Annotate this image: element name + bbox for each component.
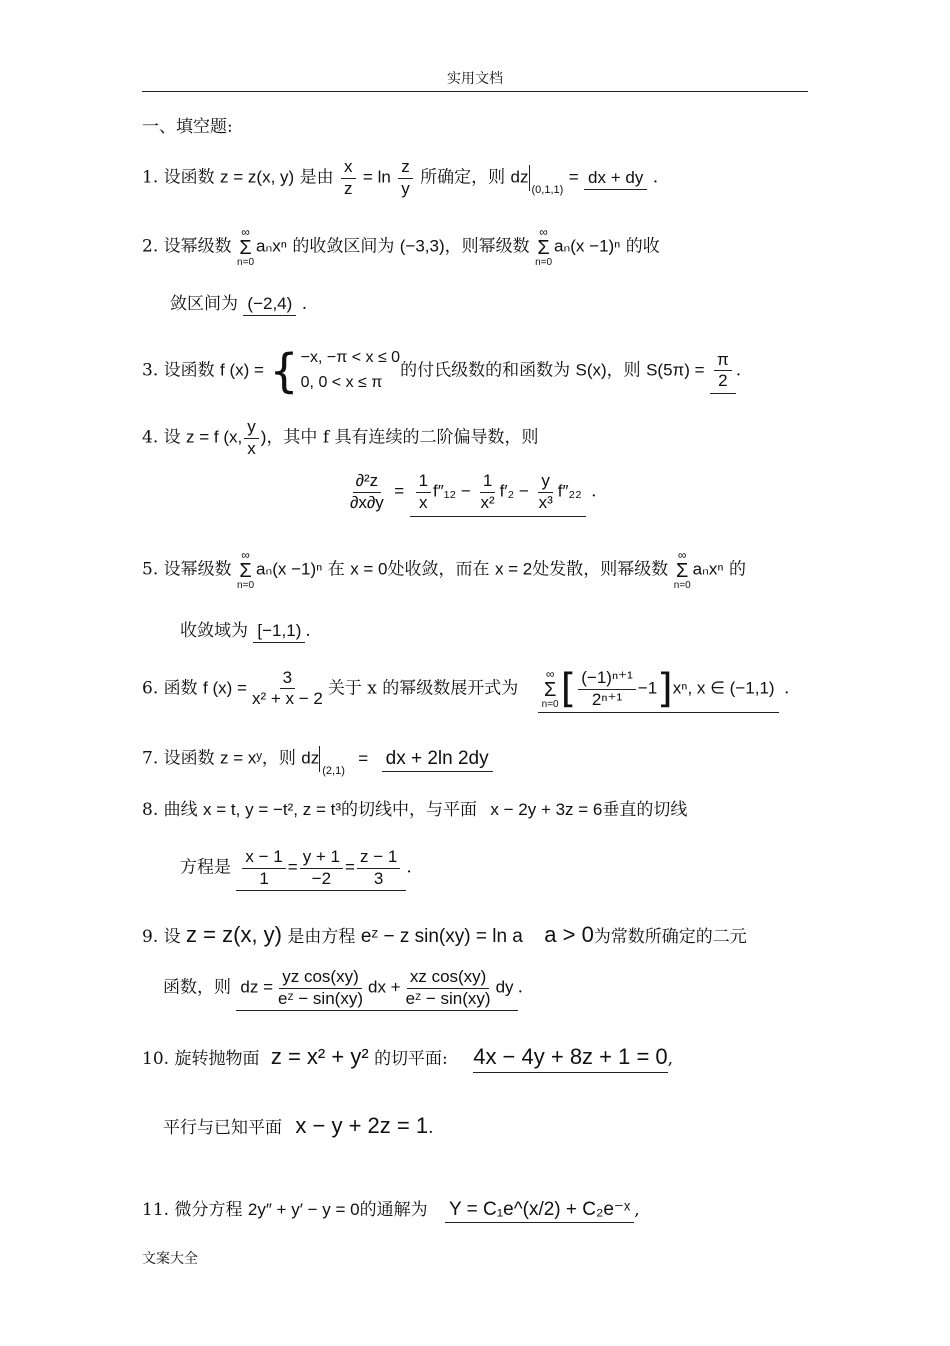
- answer-blank: (−2,4): [243, 295, 296, 316]
- question-4-answer: $\frac{\text{∂²z}}{\partial x\partial y}$ = $\frac{1}{x}$ f″₁₂ − $\frac{1}{\text{x²}}$ f′₂ − $\frac{y}{\text{x³}}$ f″₂₂ .: [345, 472, 597, 517]
- fraction: $\frac{y}{x}$: [244, 418, 259, 458]
- question-1: 1. 设函数 z = z(x, y) 是由 $\frac{x}{z}$ = ln $\frac{z}{y}$ 所确定，则 $dz_{(0,1,1)}$ = dx + dy .: [142, 157, 659, 198]
- question-2-cont: 敛区间为 (−2,4) .: [170, 294, 308, 314]
- question-5-cont: 收敛域为 [−1,1) .: [180, 621, 311, 641]
- fraction: $\frac{z}{y}$: [398, 158, 413, 198]
- question-11: 11. 微分方程 2y″ + y′ − y = 0的通解为 Y = C₁e^(x/2) + C₂e⁻ˣ ,: [142, 1200, 640, 1223]
- summation-symbol: ∞ Σ n=0: [535, 225, 553, 268]
- piecewise-definition: { −x, −π < x ≤ 0 0, 0 < x ≤ π: [269, 343, 401, 398]
- question-7: 7. 设函数 z = xʸ，则 $dz_{(2,1)}$ = dx + 2ln 2dy: [142, 746, 493, 772]
- answer-blank: ∞ Σ n=0 [ $\frac{\text{(−1)ⁿ⁺¹}}{\text{2ⁿ⁺¹}}$ −1]xⁿ, x ∈ (−1,1): [538, 668, 779, 713]
- question-4: 4. 设 z = f (x, $\frac{y}{x}$ )，其中 f 具有连续的二阶偏导数，则: [142, 417, 539, 458]
- summation-symbol: ∞ Σ n=0: [237, 548, 255, 591]
- question-8: 8. 曲线 x = t, y = −t², z = t³的切线中，与平面 x − 2y + 3z = 6垂直的切线: [142, 800, 688, 820]
- summation-symbol: ∞ Σ n=0: [673, 548, 691, 591]
- answer-blank: 4x − 4y + 8z + 1 = 0: [473, 1046, 667, 1073]
- answer-blank: dx + dy: [584, 169, 647, 190]
- answer-blank: $\frac{\pi}{2}$: [710, 351, 736, 394]
- section-title: 一、填空题:: [142, 117, 233, 137]
- question-10: 10. 旋转抛物面 z = x² + y² 的切平面: 4x − 4y + 8z + 1 = 0,: [142, 1046, 673, 1073]
- page-footer: 文案大全: [142, 1251, 198, 1267]
- question-9-cont: 函数，则 dz = $\frac{\text{yz cos(xy)}}{\text{eᶻ − sin(xy)}}$ dx + $\frac{\text{xz cos(xy)}}{\text{eᶻ − sin(xy)}}$ dy .: [163, 968, 523, 1011]
- page-header: 实用文档: [447, 71, 503, 87]
- fraction: $\frac{x}{z}$: [341, 158, 356, 198]
- answer-blank: dx + 2ln 2dy: [382, 749, 493, 772]
- question-8-cont: 方程是 $\frac{x - 1}{1}$ = $\frac{y + 1}{-2}$ = $\frac{z - 1}{3}$ .: [180, 848, 412, 891]
- answer-blank: $\frac{1}{x}$ f″₁₂ − $\frac{1}{\text{x²}}$ f′₂ − $\frac{y}{\text{x³}}$ f″₂₂: [410, 472, 586, 517]
- question-2: 2. 设幂级数 ∞ Σ n=0 aₙxⁿ 的收敛区间为 (−3,3)，则幂级数 ∞ Σ n=0 aₙ(x −1)ⁿ 的收: [142, 225, 660, 268]
- evaluation-bar: (2,1): [319, 746, 345, 772]
- answer-blank: [−1,1): [253, 622, 305, 643]
- evaluation-bar: (0,1,1): [529, 165, 564, 191]
- question-3: 3. 设函数 f (x) = { −x, −π < x ≤ 0 0, 0 < x ≤ π 的付氏级数的和函数为 S(x)，则 S(5π) = $\frac{\pi}{2}$ .: [142, 343, 742, 398]
- question-5: 5. 设幂级数 ∞ Σ n=0 aₙ(x −1)ⁿ 在 x = 0处收敛，而在 x = 2处发散，则幂级数 ∞ Σ n=0 aₙxⁿ 的: [142, 548, 746, 591]
- question-9: 9. 设 z = z(x, y) 是由方程 eᶻ − z sin(xy) = ln a a > 0为常数所确定的二元: [142, 922, 747, 947]
- fraction: $\frac{\text{∂²z}}{\partial x\partial y}$: [350, 471, 384, 512]
- answer-blank: dz = $\frac{\text{yz cos(xy)}}{\text{eᶻ − sin(xy)}}$ dx + $\frac{\text{xz cos(xy)}}{\text{eᶻ − sin(xy)}}$ dy: [236, 968, 517, 1011]
- question-6: 6. 函数 f (x) = $\frac{3}{\text{x² + x − 2}}$ 关于 x 的幂级数展开式为 ∞ Σ n=0 [ $\frac{\text{(−1)ⁿ⁺¹}}{\text{2ⁿ⁺¹}}$ −1]xⁿ, x ∈ (−1,1) .: [142, 666, 790, 712]
- question-10-cont: 平行与已知平面 x − y + 2z = 1.: [163, 1113, 434, 1138]
- summation-symbol: ∞ Σ n=0: [237, 225, 255, 268]
- answer-blank: Y = C₁e^(x/2) + C₂e⁻ˣ: [445, 1200, 634, 1223]
- answer-blank: $\frac{x - 1}{1}$ = $\frac{y + 1}{-2}$ = $\frac{z - 1}{3}$: [236, 848, 406, 891]
- fraction: $\frac{3}{\text{x² + x − 2}}$: [251, 667, 323, 709]
- header-rule: [142, 91, 808, 92]
